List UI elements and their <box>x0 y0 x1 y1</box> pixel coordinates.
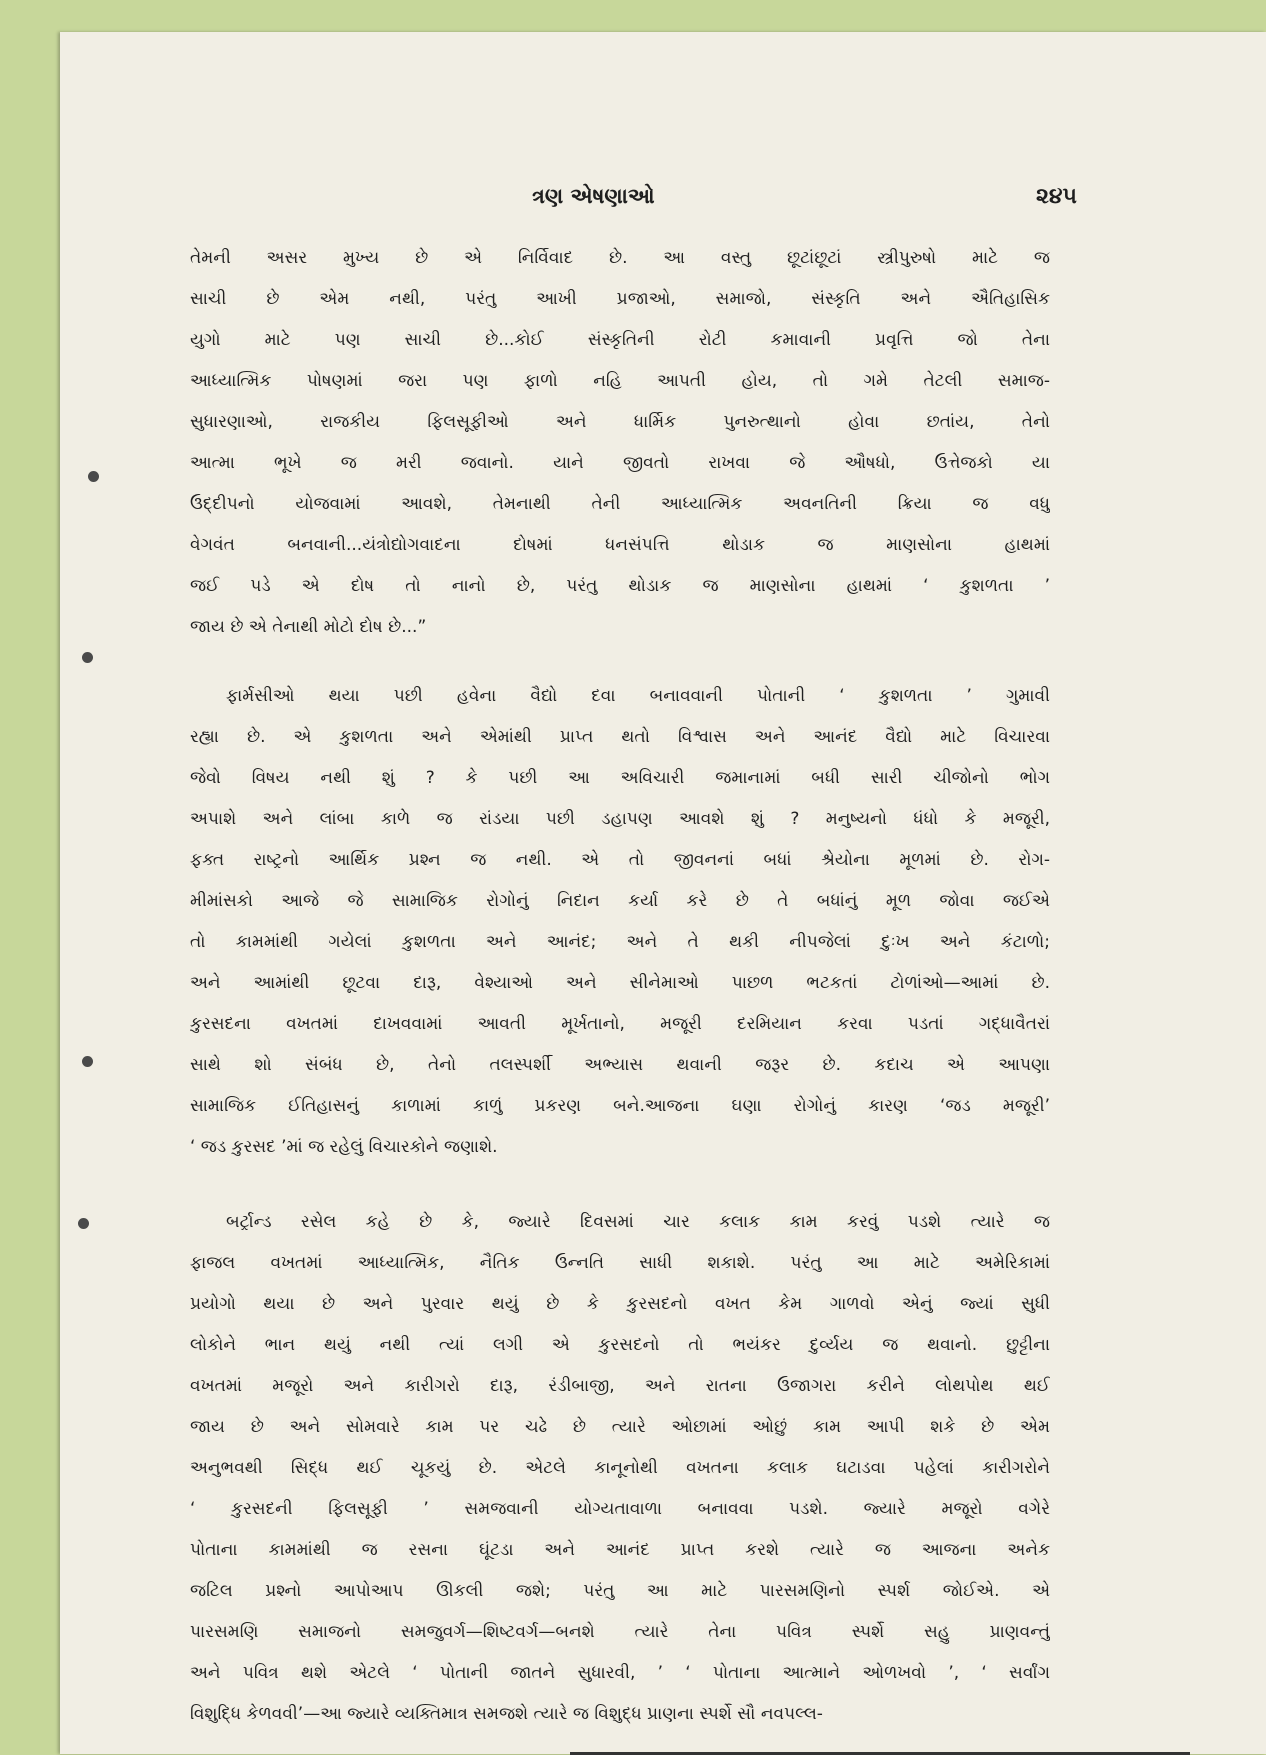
text-line: લોકોને ભાન થયું નથી ત્યાં લગી એ કુરસદનો તો ભયંકર દુર્વ્યય જ થવાનો. છુટ્ટીના <box>190 1335 1050 1355</box>
text-line: અનુભવથી સિદ્ધ થઈ ચૂકયું છે. એટલે કાનૂનોથી વખતના કલાક ઘટાડવા પહેલાં કારીગરોને <box>190 1458 1050 1478</box>
text-line: ફક્ત રાષ્ટ્રનો આર્થિક પ્રશ્ન જ નથી. એ તો જીવનનાં બધાં શ્રેયોના મૂળમાં છે. રોગ- <box>190 850 1050 870</box>
text-line: તો કામમાંથી ગયેલાં કુશળતા અને આનંદ; અને તે થકી નીપજેલાં દુઃખ અને કંટાળો; <box>190 932 1050 952</box>
text-line: અને પવિત્ર થશે એટલે ‘ પોતાની જાતને સુધારવી, ’ ‘ પોતાના આત્માને ઓળખવો ’, ‘ સર્વાંગ <box>190 1663 1050 1683</box>
text-line: જઈ પડે એ દોષ તો નાનો છે, પરંતુ થોડાક જ માણસોના હાથમાં ‘ કુશળતા ’ <box>190 576 1050 596</box>
text-line: અને આમાંથી છૂટવા દારૂ, વેશ્યાઓ અને સીનેમાઓ પાછળ ભટકતાં ટોળાંઓ—આમાં છે. <box>190 973 1050 993</box>
binding-hole <box>82 1056 93 1067</box>
text-line: સુધારણાઓ, રાજકીય ફિલસૂફીઓ અને ધાર્મિક પુનરુત્થાનો હોવા છતાંય, તેનો <box>190 412 1050 432</box>
body-text <box>190 238 1050 1735</box>
text-line: તેમની અસર મુખ્ય છે એ નિર્વિવાદ છે. આ વસ્તુ છૂટાંછૂટાં સ્ત્રીપુરુષો માટે જ <box>190 248 1050 268</box>
paragraph <box>190 238 1050 648</box>
text-line: આધ્યાત્મિક પોષણમાં જરા પણ ફાળો નહિ આપતી હોય, તો ગમે તેટલી સમાજ- <box>190 371 1050 391</box>
text-line: યુગો માટે પણ સાચી છે...કોઈ સંસ્કૃતિની રોટી કમાવાની પ્રવૃત્તિ જો તેના <box>190 330 1050 350</box>
binding-hole <box>78 1218 89 1229</box>
text-line: જેવો વિષય નથી શું ? કે પછી આ અવિચારી જમાનામાં બધી સારી ચીજોનો ભોગ <box>190 768 1050 788</box>
paragraph-gap <box>190 1168 1050 1202</box>
text-line: પ્રયોગો થયા છે અને પુરવાર થયું છે કે કુરસદનો વખત કેમ ગાળવો એનું જ્યાં સુધી <box>190 1294 1050 1314</box>
text-line: અપાશે અને લાંબા કાળે જ રાંડયા પછી ડહાપણ આવશે શું ? મનુષ્યનો ધંધો કે મજૂરી, <box>190 809 1050 829</box>
text-line: વખતમાં મજૂરો અને કારીગરો દારૂ, રંડીબાજી, અને રાતના ઉજાગરા કરીને લોથપોથ થઈ <box>190 1376 1050 1396</box>
binding-hole <box>82 652 93 663</box>
text-line: બર્ટ્રાન્ડ રસેલ કહે છે કે, જ્યારે દિવસમાં ચાર કલાક કામ કરવું પડશે ત્યારે જ <box>226 1212 1050 1232</box>
text-line: ‘ કુરસદની ફિલસૂફી ’ સમજવાની યોગ્યતાવાળા બનાવવા પડશે. જ્યારે મજૂરો વગેરે <box>190 1499 1050 1519</box>
text-line: ઉદ્દીપનો યોજવામાં આવશે, તેમનાથી તેની આધ્યાત્મિક અવનતિની ક્રિયા જ વધુ <box>190 494 1050 514</box>
text-line: પારસમણિ સમાજનો સમજુવર્ગ—શિષ્ટવર્ગ—બનશે ત્યારે તેના પવિત્ર સ્પર્શે સહુ પ્રાણવન્તું <box>190 1622 1050 1642</box>
text-line: પોતાના કામમાંથી જ રસના ઘૂંટડા અને આનંદ પ્રાપ્ત કરશે ત્યારે જ આજના અનેક <box>190 1540 1050 1560</box>
text-line: જાય છે અને સોમવારે કામ પર ચઢે છે ત્યારે ઓછામાં ઓછું કામ આપી શકે છે એમ <box>190 1417 1050 1437</box>
text-line: ‘ જડ કુરસદ ’માં જ રહેલું વિચારકોને જણાશે. <box>190 1137 498 1157</box>
text-line: આત્મા ભૂખે જ મરી જવાનો. યાને જીવતો રાખવા જે ઔષધો, ઉત્તેજકો યા <box>190 453 1050 473</box>
paragraph <box>190 676 1050 1168</box>
text-line: જાય છે એ તેનાથી મોટો દોષ છે...” <box>190 617 427 637</box>
text-line: સાચી છે એમ નથી, પરંતુ આખી પ્રજાઓ, સમાજો, સંસ્કૃતિ અને ઐતિહાસિક <box>190 289 1050 309</box>
text-line: રહ્યા છે. એ કુશળતા અને એમાંથી પ્રાપ્ત થતો વિશ્વાસ અને આનંદ વૈદ્યો માટે વિચારવા <box>190 727 1050 747</box>
page-number: ૨૪૫ <box>1036 184 1078 209</box>
text-line: સામાજિક ઈતિહાસનું કાળામાં કાળું પ્રકરણ બને.આજના ઘણા રોગોનું કારણ ‘જડ મજૂરી’ <box>190 1096 1050 1116</box>
text-line: સાથે શો સંબંધ છે, તેનો તલસ્પર્શી અભ્યાસ થવાની જરૂર છે. કદાચ એ આપણા <box>190 1055 1050 1075</box>
text-line: કુરસદના વખતમાં દાખવવામાં આવતી મૂર્ખતાનો, મજૂરી દરમિયાન કરવા પડતાં ગદ્ધાવૈતરાં <box>190 1014 1050 1034</box>
page-header <box>60 184 1266 224</box>
text-line: ફાર્મસીઓ થયા પછી હવેના વૈદ્યો દવા બનાવવાની પોતાની ‘ કુશળતા ’ ગુમાવી <box>226 686 1050 706</box>
text-line: મીમાંસકો આજે જે સામાજિક રોગોનું નિદાન કર્યા કરે છે તે બધાંનું મૂળ જોવા જઈએ <box>190 891 1050 911</box>
paragraph-gap <box>190 648 1050 676</box>
running-title: ત્રણ એષણાઓ <box>532 184 655 208</box>
text-line: જટિલ પ્રશ્નો આપોઆપ ઊકલી જશે; પરંતુ આ માટે પારસમણિનો સ્પર્શ જોઈએ. એ <box>190 1581 1050 1601</box>
text-line: વિશુદ્ધિ કેળવવી’—આ જ્યારે વ્યક્તિમાત્ર સમજશે ત્યારે જ વિશુદ્ધ પ્રાણના સ્પર્શે સૌ નવપલ્લ- <box>190 1704 823 1724</box>
binding-hole <box>88 471 99 482</box>
paragraph <box>190 1202 1050 1735</box>
text-line: વેગવંત બનવાની...યંત્રોદ્યોગવાદના દોષમાં ધનસંપત્તિ થોડાક જ માણસોના હાથમાં <box>190 535 1050 555</box>
text-line: ફાજલ વખતમાં આધ્યાત્મિક, નૈતિક ઉન્નતિ સાધી શકાશે. પરંતુ આ માટે અમેરિકામાં <box>190 1253 1050 1273</box>
